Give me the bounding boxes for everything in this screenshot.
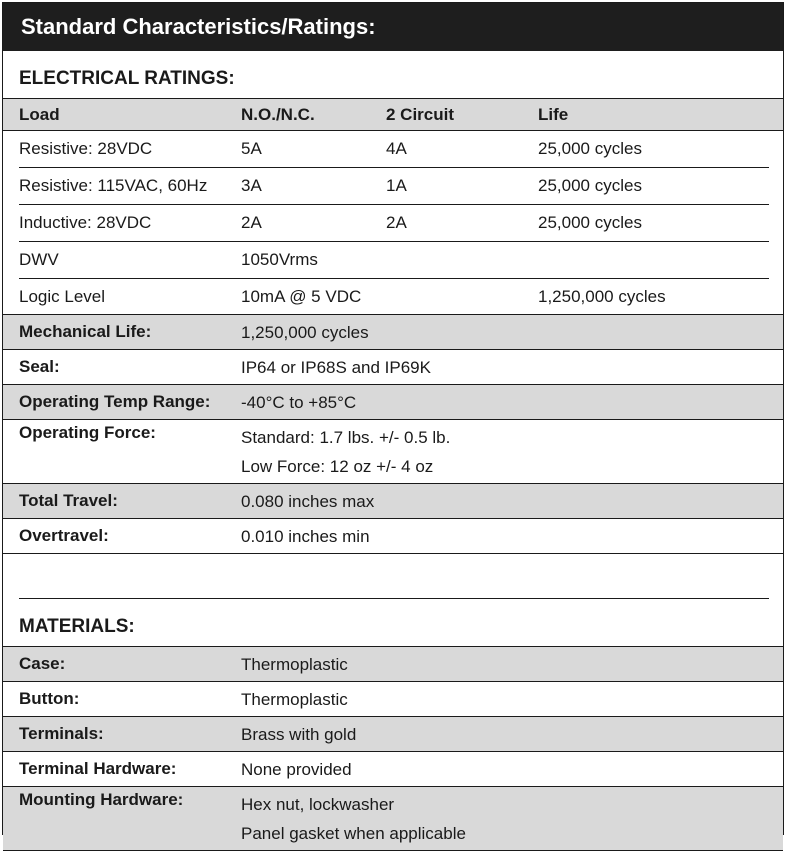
spec-value-line: Hex nut, lockwasher [241,794,395,814]
spacer [3,554,783,598]
materials-rows [3,647,783,851]
two-circuit-cell: 1A [386,176,407,195]
spec-row [3,420,783,484]
two-circuit-cell: 2A [386,213,407,232]
electrical-row [3,279,783,315]
spec-row [3,484,783,519]
spec-value-line: 0.010 inches min [241,526,370,546]
spec-value-line: 0.080 inches max [241,491,375,511]
load-cell: Resistive: 115VAC, 60Hz [19,176,208,195]
ratings-sheet [2,2,784,843]
spec-value-line: None provided [241,759,352,779]
spec-value [241,484,783,518]
life-cell: 25,000 cycles [538,176,642,195]
load-cell: Logic Level [19,286,106,306]
spec-rows [3,315,783,554]
electrical-row [3,205,783,241]
spec-label: Mounting Hardware: [19,790,184,809]
materials-heading: MATERIALS: [3,599,783,647]
spec-value-line: Thermoplastic [241,689,348,709]
spec-row [3,717,783,752]
spec-row [3,787,783,851]
spec-label: Mechanical Life: [19,322,152,341]
load-cell: Resistive: 28VDC [19,139,153,158]
col-life: Life [538,104,569,124]
col-load: Load [19,104,60,124]
col-2-circuit: 2 Circuit [386,104,455,124]
spec-row [3,647,783,682]
col-no-nc: N.O./N.C. [241,104,315,124]
spec-value-line: Panel gasket when applicable [241,823,466,843]
two-circuit-cell [386,279,538,314]
load-cell: DWV [19,250,59,269]
electrical-row [3,131,783,167]
sheet-title: Standard Characteristics/Ratings: [3,3,783,51]
spec-label: Button: [19,689,80,708]
spec-value-line: Low Force: 12 oz +/- 4 oz [241,456,434,476]
life-cell: 25,000 cycles [538,213,642,232]
spec-value [241,420,783,483]
spec-value [241,385,783,419]
spec-label: Case: [19,654,66,673]
no-nc-cell: 2A [241,213,262,232]
spec-row [3,682,783,717]
spec-value-line: 1,250,000 cycles [241,322,369,342]
spec-value [241,350,783,384]
no-nc-cell: 3A [241,176,262,195]
spec-value [241,752,783,786]
spec-value-line: -40°C to +85°C [241,392,357,412]
electrical-row [3,168,783,204]
spec-label: Terminals: [19,724,104,743]
spec-row [3,385,783,420]
spec-value [241,647,783,681]
two-circuit-cell [386,242,538,278]
no-nc-cell: 10mA @ 5 VDC [241,286,362,306]
life-cell: 1,250,000 cycles [538,286,666,306]
spec-value [241,315,783,349]
spec-label: Terminal Hardware: [19,759,177,778]
spec-label: Operating Temp Range: [19,392,211,411]
spec-value-line: Brass with gold [241,724,357,744]
spec-row [3,519,783,554]
spec-value [241,717,783,751]
two-circuit-cell: 4A [386,139,407,158]
spec-value [241,519,783,553]
spec-label: Overtravel: [19,526,109,545]
life-cell [538,242,783,278]
electrical-row [3,242,783,278]
spec-label: Seal: [19,357,60,376]
electrical-heading: ELECTRICAL RATINGS: [3,51,783,99]
no-nc-cell: 5A [241,139,262,158]
spec-value-line: IP64 or IP68S and IP69K [241,357,431,377]
spec-label: Operating Force: [19,423,156,442]
electrical-rows [3,131,783,315]
spec-row [3,752,783,787]
spec-label: Total Travel: [19,491,118,510]
life-cell: 25,000 cycles [538,139,642,158]
spec-value-line: Standard: 1.7 lbs. +/- 0.5 lb. [241,427,451,447]
spec-row [3,350,783,385]
spec-value [241,787,783,850]
no-nc-cell: 1050Vrms [241,250,318,269]
load-cell: Inductive: 28VDC [19,213,152,232]
spec-row [3,315,783,350]
spec-value [241,682,783,716]
electrical-header-row [3,99,783,131]
spec-value-line: Thermoplastic [241,654,348,674]
